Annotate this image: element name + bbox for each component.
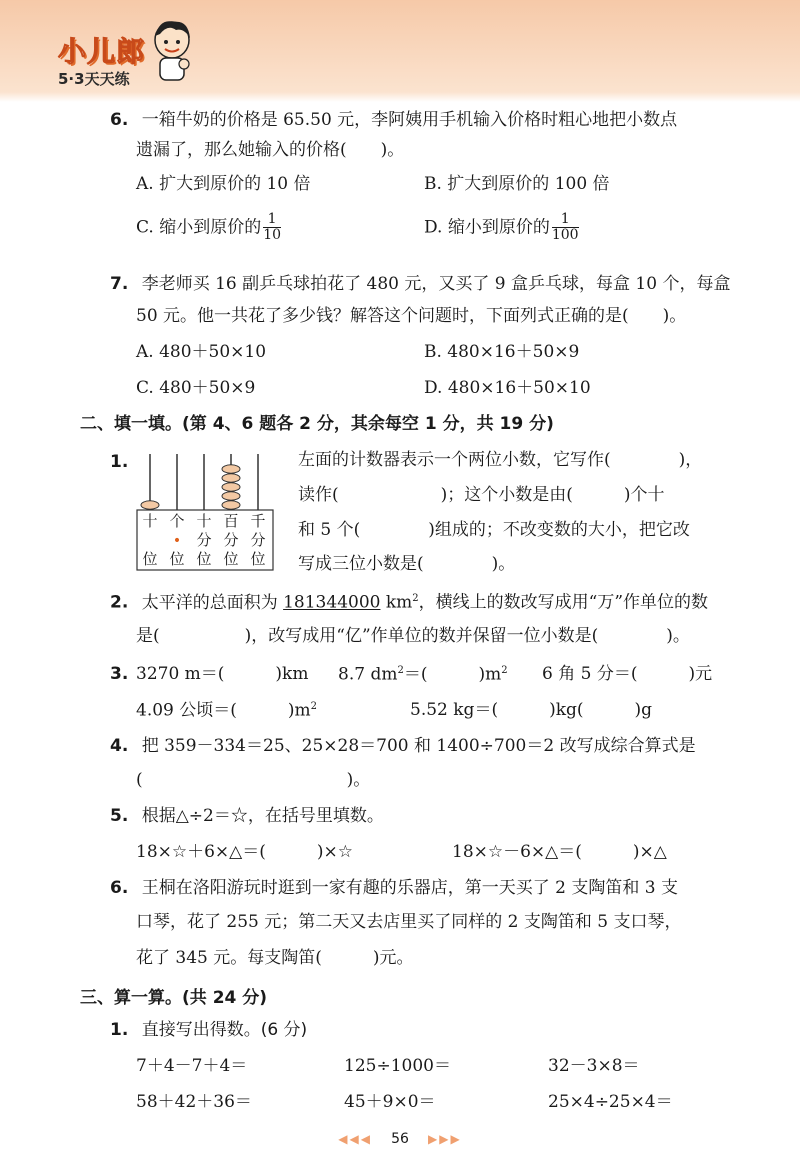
q3-item1: 3270 m＝( )km <box>136 664 309 684</box>
option-c: C. 480＋50×9 <box>136 378 256 398</box>
q6-line3: 花了 345 元。每支陶笛( )元。 <box>136 948 414 968</box>
abacus-label: 千 <box>250 512 266 530</box>
underlined-number: 181344000 <box>283 592 381 613</box>
question-number: 6. <box>110 110 129 130</box>
superscript: 2 <box>310 701 318 712</box>
abacus-bead <box>141 501 159 509</box>
option-d: D. 480×16＋50×10 <box>424 378 591 398</box>
option-d-text: D. 缩小到原价的 <box>424 217 550 238</box>
abacus-bead <box>222 474 240 482</box>
section-3-title: 三、算一算。(共 24 分) <box>80 988 268 1008</box>
q1-line2: 读作( )；这个小数是由( )个十 <box>298 485 665 505</box>
q3-item4-a: 4.09 公顷＝( )m <box>136 700 311 721</box>
abacus-label: 位 <box>223 550 239 568</box>
fraction <box>552 212 579 244</box>
q3-item4 <box>136 702 317 720</box>
q4-line2: ( )。 <box>136 770 371 790</box>
calc-item: 125÷1000＝ <box>344 1056 451 1076</box>
q5-line1: 根据△÷2＝☆，在括号里填数。 <box>141 806 384 826</box>
question-6-part1 <box>110 112 677 129</box>
abacus-label: 位 <box>169 550 185 568</box>
option-a: A. 480＋50×10 <box>136 342 267 362</box>
q1-line1: 左面的计数器表示一个两位小数，它写作( )， <box>298 450 703 470</box>
option-d <box>424 212 579 244</box>
calc-item: 45＋9×0＝ <box>344 1092 436 1112</box>
question-text-line2: 50 元。他一共花了多少钱？解答这个问题时，下面列式正确的是( )。 <box>136 306 687 326</box>
abacus-label: 位 <box>250 550 266 568</box>
option-c <box>136 212 281 244</box>
option-b: B. 扩大到原价的 100 倍 <box>424 174 610 194</box>
counting-frame <box>136 452 274 572</box>
q4-line1: 把 359－334＝25、25×28＝700 和 1400÷700＝2 改写成综合算式是 <box>141 736 696 756</box>
superscript: 2 <box>412 593 419 604</box>
q1-line3: 和 5 个( )组成的；不改变数的大小，把它改 <box>298 520 690 540</box>
q6-line1: 王桐在洛阳游玩时逛到一家有趣的乐器店，第一天买了 2 支陶笛和 3 支 <box>141 878 678 898</box>
page-number: 56 <box>391 1131 409 1147</box>
superscript: 2 <box>501 665 508 676</box>
logo-title: 小儿郎 <box>58 35 146 68</box>
q3-item2 <box>338 666 508 684</box>
right-arrows-icon: ▶▶▶ <box>428 1132 462 1146</box>
header-fade <box>0 92 800 102</box>
abacus-label: 分 <box>250 531 266 549</box>
abacus-bead <box>222 501 240 509</box>
unit: km <box>380 592 413 613</box>
q3-item5: 5.52 kg＝( )kg( )g <box>410 700 653 720</box>
q3-item2-a: 8.7 dm <box>338 664 398 685</box>
question-text: 李老师买 16 副乒乓球拍花了 480 元，又买了 9 盒乒乓球，每盒 10 个，每盒 <box>141 274 731 294</box>
calc-item: 7＋4－7＋4＝ <box>136 1056 248 1076</box>
q1-line4: 写成三位小数是( )。 <box>298 554 516 574</box>
q1-title: 直接写出得数。(6 分) <box>141 1020 308 1040</box>
abacus-label: 分 <box>196 531 212 549</box>
section3-q1 <box>110 1022 307 1039</box>
q2-line2: 是( )，改写成用“亿”作单位的数并保留一位小数是( )。 <box>136 626 690 646</box>
question-number: 7. <box>110 274 129 294</box>
calc-item: 32－3×8＝ <box>548 1056 640 1076</box>
abacus-label: 分 <box>223 531 239 549</box>
denominator: 100 <box>551 227 579 244</box>
question-number: 5. <box>110 806 129 826</box>
option-b: B. 480×16＋50×9 <box>424 342 580 362</box>
question-4 <box>110 738 696 755</box>
question-6 <box>110 880 678 897</box>
abacus-bead <box>222 483 240 491</box>
page-footer <box>0 1128 800 1147</box>
calc-item: 58＋42＋36＝ <box>136 1092 252 1112</box>
q5-item2: 18×☆－6×△＝( )×△ <box>452 842 667 862</box>
question-number: 2. <box>110 592 129 613</box>
q3-item2-b: ＝( )m <box>403 664 502 685</box>
brand-logo <box>58 30 145 89</box>
option-a: A. 扩大到原价的 10 倍 <box>136 174 311 194</box>
q2-text-b: ，横线上的数改写成用“万”作单位的数 <box>418 592 709 613</box>
abacus-label: 十 <box>196 512 212 530</box>
question-number: 3. <box>110 664 129 684</box>
q2-text-a: 太平洋的总面积为 <box>141 592 284 613</box>
question-5 <box>110 808 384 825</box>
abacus-label: 百 <box>223 512 239 530</box>
superscript: 2 <box>397 665 404 676</box>
question-text-line2: 遗漏了，那么她输入的价格( )。 <box>136 140 405 160</box>
question-7-part1 <box>110 276 730 293</box>
abacus-bead <box>222 465 240 473</box>
q3-item3: 6 角 5 分＝( )元 <box>542 664 713 684</box>
numerator: 1 <box>267 211 277 227</box>
abacus-bead <box>222 492 240 500</box>
denominator: 10 <box>263 227 282 244</box>
numerator: 1 <box>560 211 570 227</box>
boy-mascot-icon <box>150 18 194 82</box>
question-number: 1. <box>110 452 129 472</box>
q5-item1: 18×☆＋6×△＝( )×☆ <box>136 842 353 862</box>
abacus-label: • <box>172 533 182 549</box>
abacus-label: 位 <box>142 550 158 568</box>
logo-subtitle: 5·3天天练 <box>58 70 130 88</box>
abacus-label: 十 <box>142 512 158 530</box>
q6-line2: 口琴，花了 255 元；第二天又去店里买了同样的 2 支陶笛和 5 支口琴， <box>136 912 682 932</box>
question-number: 4. <box>110 736 129 756</box>
abacus-label: 个 <box>169 512 185 530</box>
section-2-title: 二、填一填。(第 4、6 题各 2 分，其余每空 1 分，共 19 分) <box>80 414 554 434</box>
question-number: 1. <box>110 1020 129 1040</box>
question-2 <box>110 594 708 612</box>
option-c-text: C. 缩小到原价的 <box>136 217 262 238</box>
fraction <box>263 212 281 244</box>
abacus-label: 位 <box>196 550 212 568</box>
calc-item: 25×4÷25×4＝ <box>548 1092 673 1112</box>
question-number: 6. <box>110 878 129 898</box>
question-text: 一箱牛奶的价格是 65.50 元，李阿姨用手机输入价格时粗心地把小数点 <box>141 110 678 130</box>
left-arrows-icon: ◀◀◀ <box>338 1132 372 1146</box>
